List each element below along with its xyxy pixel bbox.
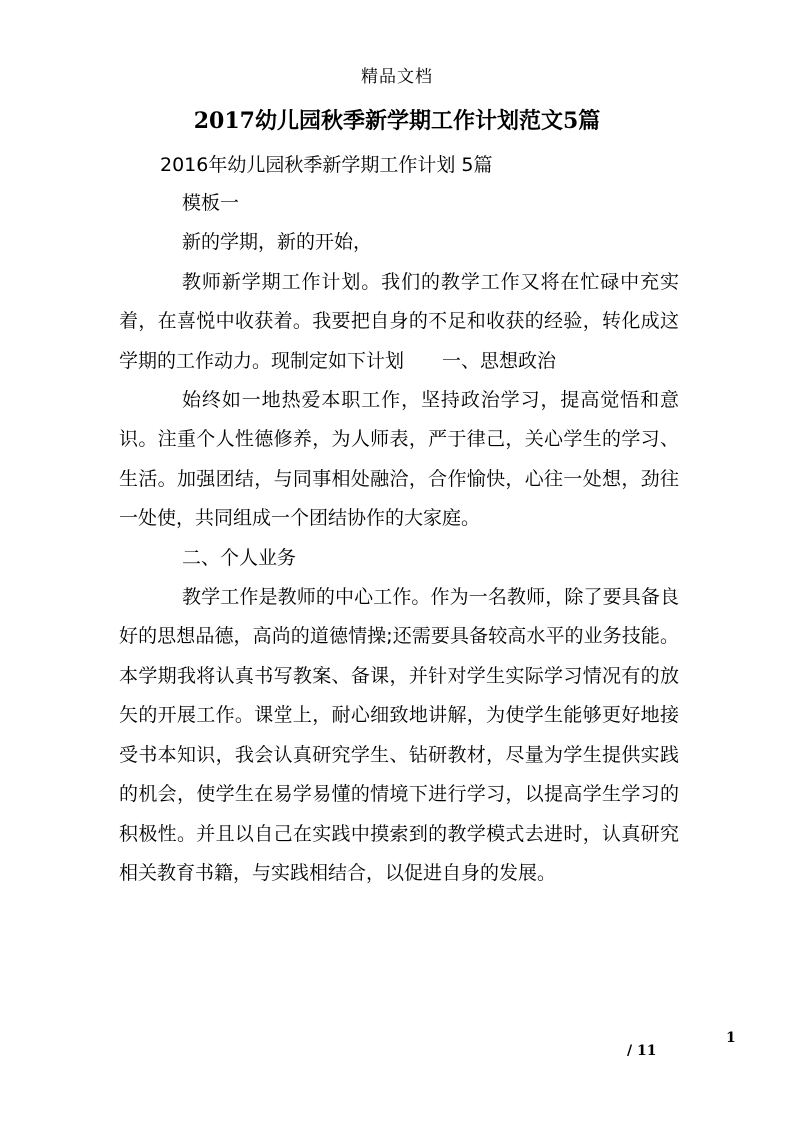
page-total: / 11 [627,1043,657,1059]
paragraph-plan-intro: 教师新学期工作计划。我们的教学工作又将在忙碌中充实着，在喜悦中收获着。我要把自身的不足和收获的经验，转化成这学期的工作动力。现制定如下计划 一、思想政治 [119,270,679,372]
document-body [119,184,679,893]
paragraph-political-thought: 始终如一地热爱本职工作，坚持政治学习，提高觉悟和意识。注重个人性德修养，为人师表，严于律己，关心学生的学习、生活。加强团结，与同事相处融洽，合作愉快，心往一处想，劲往一处使，共同组成一个团结协作的大家庭。 [119,389,679,530]
section-heading-personal-business: 二、个人业务 [182,546,297,569]
page-header: 精品文档 [361,67,433,87]
document-subtitle: 2016年幼儿园秋季新学期工作计划 5篇 [160,154,493,176]
paragraph-template-label: 模板一 [182,192,240,214]
page-number: 1 [726,1030,736,1046]
paragraph-teaching-work: 教学工作是教师的中心工作。作为一名教师，除了要具备良好的思想品德，高尚的道德情操;还需要具备较高水平的业务技能。本学期我将认真书写教案、备课，并针对学生实际学习情况有的放矢的开展工作。课堂上，耐心细致地讲解，为使学生能够更好地接受书本知识，我会认真研究学生、钻研教材，尽量为学生提供实践的机会，使学生在易学易懂的情境下进行学习，以提高学生学习的积极性。并且以自己在实践中摸索到的教学模式去进时，认真研究相关教育书籍，与实践相结合，以促进自身的发展。 [119,586,679,884]
document-title: 2017幼儿园秋季新学期工作计划范文5篇 [193,108,601,134]
paragraph-opening: 新的学期，新的开始， [182,231,373,254]
